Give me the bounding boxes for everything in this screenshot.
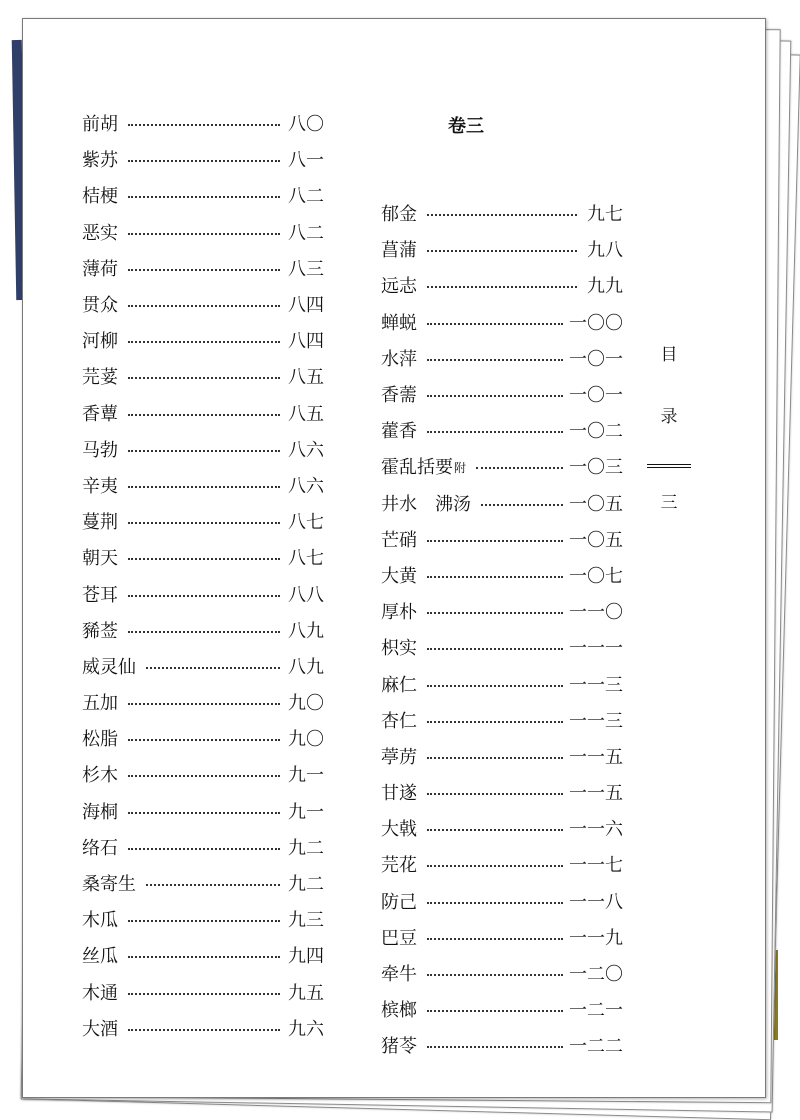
dot-leader [128, 305, 280, 307]
toc-entry [82, 397, 324, 433]
entry-title: 桔梗 [82, 186, 118, 208]
dot-leader [427, 1010, 563, 1012]
entry-title: 大戟 [381, 819, 417, 841]
entry-title: 辛夷 [82, 475, 118, 497]
entry-title: 井水 沸汤 [381, 493, 471, 515]
dot-leader [128, 993, 280, 995]
dot-leader [146, 884, 280, 886]
dot-leader [128, 341, 280, 343]
entry-page-number: 八七 [288, 512, 324, 534]
entry-title: 巴豆 [381, 927, 417, 949]
entry-page-number: 八一 [288, 150, 324, 172]
toc-entry [381, 957, 623, 993]
entry-title: 薄荷 [82, 258, 118, 280]
dot-leader [128, 956, 280, 958]
entry-page-number: 九一 [288, 765, 324, 787]
dot-leader [476, 467, 563, 469]
dot-leader [427, 648, 563, 650]
entry-title: 大酒 [82, 1018, 118, 1040]
entry-page-number: 一一〇 [569, 602, 623, 624]
dot-leader [427, 865, 563, 867]
toc-entry [381, 450, 623, 486]
entry-page-number: 八八 [288, 584, 324, 606]
entry-title: 菖蒲 [381, 240, 417, 262]
toc-entry [82, 107, 324, 143]
left-toc-column [82, 107, 324, 1048]
toc-entry [381, 704, 623, 740]
entry-page-number: 一〇三 [569, 457, 623, 479]
entry-title: 海桐 [82, 801, 118, 823]
entry-page-number: 九四 [288, 946, 324, 968]
entry-title: 水萍 [381, 348, 417, 370]
dot-leader [427, 938, 563, 940]
entry-page-number: 九八 [587, 240, 623, 262]
dot-leader [128, 631, 280, 633]
entry-page-number: 八五 [288, 367, 324, 389]
toc-entry [82, 686, 324, 722]
entry-title: 郁金 [381, 204, 417, 226]
entry-page-number: 一一八 [569, 891, 623, 913]
entry-title: 络石 [82, 837, 118, 859]
entry-page-number: 八四 [288, 295, 324, 317]
toc-entry [381, 848, 623, 884]
toc-entry [381, 378, 623, 414]
dot-leader [427, 902, 563, 904]
entry-page-number: 一〇五 [569, 529, 623, 551]
entry-title: 松脂 [82, 729, 118, 751]
entry-title: 威灵仙 [82, 656, 136, 678]
dot-leader [128, 486, 280, 488]
entry-title: 麻仁 [381, 674, 417, 696]
dot-leader [128, 233, 280, 235]
entry-title: 香蕈 [82, 403, 118, 425]
toc-entry [381, 812, 623, 848]
dot-leader [128, 703, 280, 705]
dot-leader [128, 414, 280, 416]
dot-leader [427, 576, 563, 578]
dot-leader [128, 124, 280, 126]
toc-entry [82, 541, 324, 577]
toc-entry [381, 197, 623, 233]
entry-page-number: 八五 [288, 403, 324, 425]
entry-title: 丝瓜 [82, 946, 118, 968]
entry-page-number: 一一三 [569, 674, 623, 696]
entry-title: 远志 [381, 276, 417, 298]
entry-title: 木通 [82, 982, 118, 1004]
entry-page-number: 一〇五 [569, 493, 623, 515]
side-label-char: 目 [660, 345, 678, 365]
entry-page-number: 八六 [288, 439, 324, 461]
entry-page-number: 九二 [288, 874, 324, 896]
entry-page-number: 一〇一 [569, 348, 623, 370]
toc-entry [82, 577, 324, 613]
entry-page-number: 八九 [288, 656, 324, 678]
dot-leader [427, 395, 563, 397]
entry-page-number: 一一七 [569, 855, 623, 877]
entry-title: 猪苓 [381, 1036, 417, 1058]
entry-title: 槟榔 [381, 1000, 417, 1022]
toc-entry [82, 650, 324, 686]
entry-page-number: 九七 [587, 204, 623, 226]
entry-title: 葶苈 [381, 746, 417, 768]
entry-page-number: 九〇 [288, 729, 324, 751]
toc-entry [82, 795, 324, 831]
toc-page [22, 18, 766, 1098]
dot-leader [427, 1046, 563, 1048]
entry-page-number: 一〇二 [569, 421, 623, 443]
side-label-rule [647, 464, 691, 468]
toc-entry [82, 976, 324, 1012]
toc-entry [381, 740, 623, 776]
entry-title: 桑寄生 [82, 874, 136, 896]
entry-page-number: 八〇 [288, 114, 324, 136]
entry-page-number: 八四 [288, 331, 324, 353]
entry-page-number: 一〇七 [569, 565, 623, 587]
entry-title: 恶实 [82, 222, 118, 244]
toc-entry [82, 179, 324, 215]
toc-entry [82, 939, 324, 975]
dot-leader [128, 269, 280, 271]
toc-entry [82, 143, 324, 179]
toc-entry [381, 631, 623, 667]
entry-title: 马勃 [82, 439, 118, 461]
dot-leader [128, 522, 280, 524]
toc-entry [82, 614, 324, 650]
entry-page-number: 八七 [288, 548, 324, 570]
entry-title: 香薷 [381, 385, 417, 407]
entry-title: 大黄 [381, 565, 417, 587]
toc-entry [381, 885, 623, 921]
dot-leader [427, 286, 577, 288]
dot-leader [427, 323, 563, 325]
dot-leader [128, 160, 280, 162]
entry-title: 杏仁 [381, 710, 417, 732]
toc-entry [381, 342, 623, 378]
entry-note: 附 [454, 461, 467, 476]
entry-page-number: 一一五 [569, 783, 623, 805]
dot-leader [128, 775, 280, 777]
entry-page-number: 一〇〇 [569, 312, 623, 334]
entry-page-number: 九二 [288, 837, 324, 859]
side-label-char: 录 [660, 407, 678, 427]
entry-page-number: 九九 [587, 276, 623, 298]
toc-entry [381, 233, 623, 269]
entry-page-number: 九〇 [288, 693, 324, 715]
toc-entry [381, 306, 623, 342]
dot-leader [128, 595, 280, 597]
entry-title: 甘遂 [381, 783, 417, 805]
toc-entry [82, 758, 324, 794]
toc-entry [381, 1029, 623, 1065]
toc-entry [381, 595, 623, 631]
entry-page-number: 八三 [288, 258, 324, 280]
toc-entry [82, 324, 324, 360]
dot-leader [427, 540, 563, 542]
toc-entry [381, 414, 623, 450]
dot-leader [128, 1029, 280, 1031]
side-label [646, 340, 692, 513]
entry-page-number: 九五 [288, 982, 324, 1004]
toc-entry [82, 216, 324, 252]
entry-page-number: 一二一 [569, 1000, 623, 1022]
entry-page-number: 一一三 [569, 710, 623, 732]
entry-title: 前胡 [82, 114, 118, 136]
toc-entry [82, 433, 324, 469]
entry-title: 蔓荆 [82, 512, 118, 534]
entry-title: 木瓜 [82, 910, 118, 932]
dot-leader [427, 757, 563, 759]
toc-entry [82, 722, 324, 758]
entry-title: 杉木 [82, 765, 118, 787]
entry-title: 枳实 [381, 638, 417, 660]
entry-title: 藿香 [381, 421, 417, 443]
entry-title: 豨莶 [82, 620, 118, 642]
toc-entry [381, 559, 623, 595]
toc-entry [381, 667, 623, 703]
entry-page-number: 一〇一 [569, 385, 623, 407]
entry-title: 芒硝 [381, 529, 417, 551]
entry-title: 厚朴 [381, 602, 417, 624]
entry-title: 霍乱括要 [381, 457, 453, 479]
entry-title: 贯众 [82, 295, 118, 317]
dot-leader [128, 920, 280, 922]
dot-leader [427, 793, 563, 795]
dot-leader [128, 377, 280, 379]
toc-entry [381, 993, 623, 1029]
entry-page-number: 一一六 [569, 819, 623, 841]
dot-leader [427, 829, 563, 831]
entry-page-number: 一一九 [569, 927, 623, 949]
dot-leader [427, 721, 563, 723]
toc-entry [82, 288, 324, 324]
toc-entry [381, 776, 623, 812]
entry-page-number: 一二〇 [569, 964, 623, 986]
entry-title: 牵牛 [381, 964, 417, 986]
toc-entry [381, 921, 623, 957]
dot-leader [128, 848, 280, 850]
entry-page-number: 九六 [288, 1018, 324, 1040]
toc-entry [381, 487, 623, 523]
toc-entry [82, 903, 324, 939]
entry-page-number: 九一 [288, 801, 324, 823]
entry-title: 芫花 [381, 855, 417, 877]
entry-title: 朝天 [82, 548, 118, 570]
dot-leader [146, 667, 280, 669]
dot-leader [427, 250, 577, 252]
dot-leader [128, 739, 280, 741]
dot-leader [128, 812, 280, 814]
dot-leader [427, 612, 563, 614]
entry-page-number: 八六 [288, 475, 324, 497]
toc-entry [381, 269, 623, 305]
dot-leader [128, 196, 280, 198]
toc-entry [82, 360, 324, 396]
dot-leader [427, 359, 563, 361]
entry-title: 蝉蜕 [381, 312, 417, 334]
dot-leader [427, 685, 563, 687]
dot-leader [427, 214, 577, 216]
right-toc-column [381, 197, 623, 1066]
toc-entry [82, 831, 324, 867]
entry-page-number: 一二二 [569, 1036, 623, 1058]
entry-page-number: 九三 [288, 910, 324, 932]
entry-page-number: 一一一 [569, 638, 623, 660]
entry-page-number: 八二 [288, 186, 324, 208]
toc-entry [381, 523, 623, 559]
toc-entry [82, 1012, 324, 1048]
entry-page-number: 一一五 [569, 746, 623, 768]
entry-title: 防己 [381, 891, 417, 913]
entry-title: 五加 [82, 693, 118, 715]
entry-title: 芫荽 [82, 367, 118, 389]
volume-title: 卷三 [448, 116, 484, 137]
toc-entry [82, 505, 324, 541]
entry-page-number: 八二 [288, 222, 324, 244]
toc-entry [82, 469, 324, 505]
page-number: 三 [660, 493, 678, 513]
dot-leader [481, 504, 563, 506]
toc-entry [82, 867, 324, 903]
entry-page-number: 八九 [288, 620, 324, 642]
entry-title: 苍耳 [82, 584, 118, 606]
dot-leader [128, 558, 280, 560]
toc-entry [82, 252, 324, 288]
dot-leader [427, 974, 563, 976]
dot-leader [128, 450, 280, 452]
entry-title: 紫苏 [82, 150, 118, 172]
dot-leader [427, 431, 563, 433]
entry-title: 河柳 [82, 331, 118, 353]
